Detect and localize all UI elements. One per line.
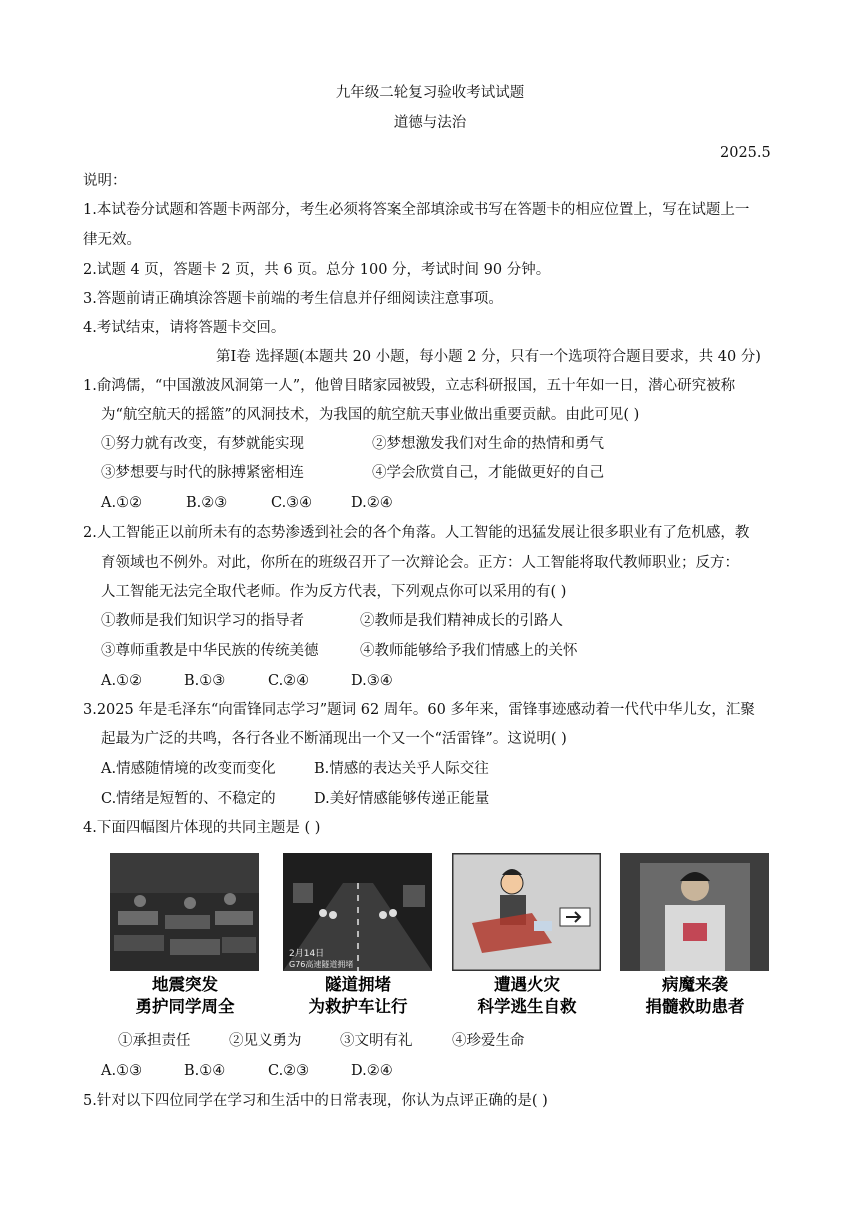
- q1-statement-4: ④学会欣赏自己，才能做更好的自己: [372, 465, 604, 481]
- q4-option-d: D.②④: [351, 1063, 393, 1079]
- q1-statement-2: ②梦想激发我们对生命的热情和勇气: [372, 436, 604, 452]
- picture-3-caption-line2: 科学逃生自救: [477, 997, 577, 1016]
- picture-2-caption-line2: 为救护车让行: [308, 997, 408, 1016]
- tunnel-overlay-caption: G76高速隧道拥堵: [289, 960, 354, 969]
- q3-stem-line1: 3.2025 年是毛泽东“向雷锋同志学习”题词 62 周年。60 多年来，雷锋事迹感动着一代代中华儿女，汇聚: [83, 702, 755, 718]
- q3-choice-b: B.情感的表达关乎人际交往: [314, 761, 489, 777]
- instruction-1-cont: 律无效。: [83, 232, 141, 248]
- q3-stem-line2: 起最为广泛的共鸣，各行各业不断涌现出一个又一个“活雷锋”。这说明( ): [101, 731, 567, 747]
- q1-option-c: C.③④: [271, 495, 313, 511]
- q2-statement-1: ①教师是我们知识学习的指导者: [101, 613, 304, 629]
- picture-fire: [452, 853, 601, 971]
- tunnel-overlay-date: 2月14日: [289, 949, 325, 959]
- q4-option-a: A.①③: [101, 1063, 143, 1079]
- q1-option-d: D.②④: [351, 495, 393, 511]
- instructions-heading: 说明：: [83, 173, 127, 189]
- q1-option-a: A.①②: [101, 495, 143, 511]
- q4-option-c: C.②③: [268, 1063, 310, 1079]
- q2-option-c: C.②④: [268, 673, 310, 689]
- exam-title: 九年级二轮复习验收考试试题: [335, 85, 525, 101]
- picture-2-caption: [283, 974, 433, 1018]
- section-title: 第Ⅰ卷 选择题(本题共 20 小题，每小题 2 分，只有一个选项符合题目要求，共 40 分): [216, 349, 761, 365]
- q4-statement-1: ①承担责任: [118, 1033, 191, 1049]
- q2-statement-3: ③尊师重教是中华民族的传统美德: [101, 643, 319, 659]
- q2-stem-line3: 人工智能无法完全取代老师。作为反方代表，下列观点你可以采用的有( ): [101, 584, 567, 600]
- exam-date: 2025.5: [720, 145, 771, 161]
- picture-earthquake: [110, 853, 259, 971]
- q2-stem-line2: 育领域也不例外。对此，你所在的班级召开了一次辩论会。正方：人工智能将取代教师职业；反方：: [101, 555, 739, 571]
- q4-statement-2: ②见义勇为: [229, 1033, 302, 1049]
- q1-statement-1: ①努力就有改变，有梦就能实现: [101, 436, 304, 452]
- picture-4-caption: [620, 974, 770, 1018]
- picture-tunnel: [283, 853, 432, 971]
- q2-option-b: B.①③: [184, 673, 226, 689]
- instruction-1: 1.本试卷分试题和答题卡两部分，考生必须将答案全部填涂或书写在答题卡的相应位置上，写在试题上一: [83, 202, 750, 218]
- instruction-4: 4.考试结束，请将答题卡交回。: [83, 320, 286, 336]
- picture-1-caption-line2: 勇护同学周全: [135, 997, 235, 1016]
- q2-option-a: A.①②: [101, 673, 143, 689]
- q1-option-b: B.②③: [186, 495, 228, 511]
- picture-1-caption: [110, 974, 260, 1018]
- picture-donation: [620, 853, 769, 971]
- exam-subject: 道德与法治: [393, 115, 467, 131]
- q4-statement-4: ④珍爱生命: [452, 1033, 525, 1049]
- picture-4-caption-line1: 病魔来袭: [662, 975, 728, 994]
- q3-choice-d: D.美好情感能够传递正能量: [314, 791, 490, 807]
- picture-3-caption-line1: 遭遇火灾: [494, 975, 560, 994]
- q3-choice-c: C.情绪是短暂的、不稳定的: [101, 791, 276, 807]
- q1-statement-3: ③梦想要与时代的脉搏紧密相连: [101, 465, 304, 481]
- q4-stem: 4.下面四幅图片体现的共同主题是 ( ): [83, 820, 321, 836]
- q4-option-b: B.①④: [184, 1063, 226, 1079]
- q1-stem-line2: 为“航空航天的摇篮”的风洞技术，为我国的航空航天事业做出重要贡献。由此可见( ): [101, 407, 640, 423]
- picture-4-caption-line2: 捐髓救助患者: [645, 997, 745, 1016]
- q2-option-d: D.③④: [351, 673, 393, 689]
- q2-stem-line1: 2.人工智能正以前所未有的态势渗透到社会的各个角落。人工智能的迅猛发展让很多职业有了危机感，教: [83, 525, 750, 541]
- q1-stem-line1: 1.俞鸿儒，“中国激波风洞第一人”，他曾目睹家园被毁，立志科研报国，五十年如一日，潜心研究被称: [83, 378, 736, 394]
- instruction-2: 2.试题 4 页，答题卡 2 页，共 6 页。总分 100 分，考试时间 90 分钟。: [83, 262, 551, 278]
- picture-1-caption-line1: 地震突发: [152, 975, 218, 994]
- q5-stem: 5.针对以下四位同学在学习和生活中的日常表现，你认为点评正确的是( ): [83, 1093, 548, 1109]
- picture-2-caption-line1: 隧道拥堵: [325, 975, 391, 994]
- picture-3-caption: [452, 974, 602, 1018]
- q2-statement-4: ④教师能够给予我们情感上的关怀: [360, 643, 578, 659]
- q4-statement-3: ③文明有礼: [340, 1033, 413, 1049]
- instruction-3: 3.答题前请正确填涂答题卡前端的考生信息并仔细阅读注意事项。: [83, 291, 503, 307]
- q2-statement-2: ②教师是我们精神成长的引路人: [360, 613, 563, 629]
- q3-choice-a: A.情感随情境的改变而变化: [101, 761, 276, 777]
